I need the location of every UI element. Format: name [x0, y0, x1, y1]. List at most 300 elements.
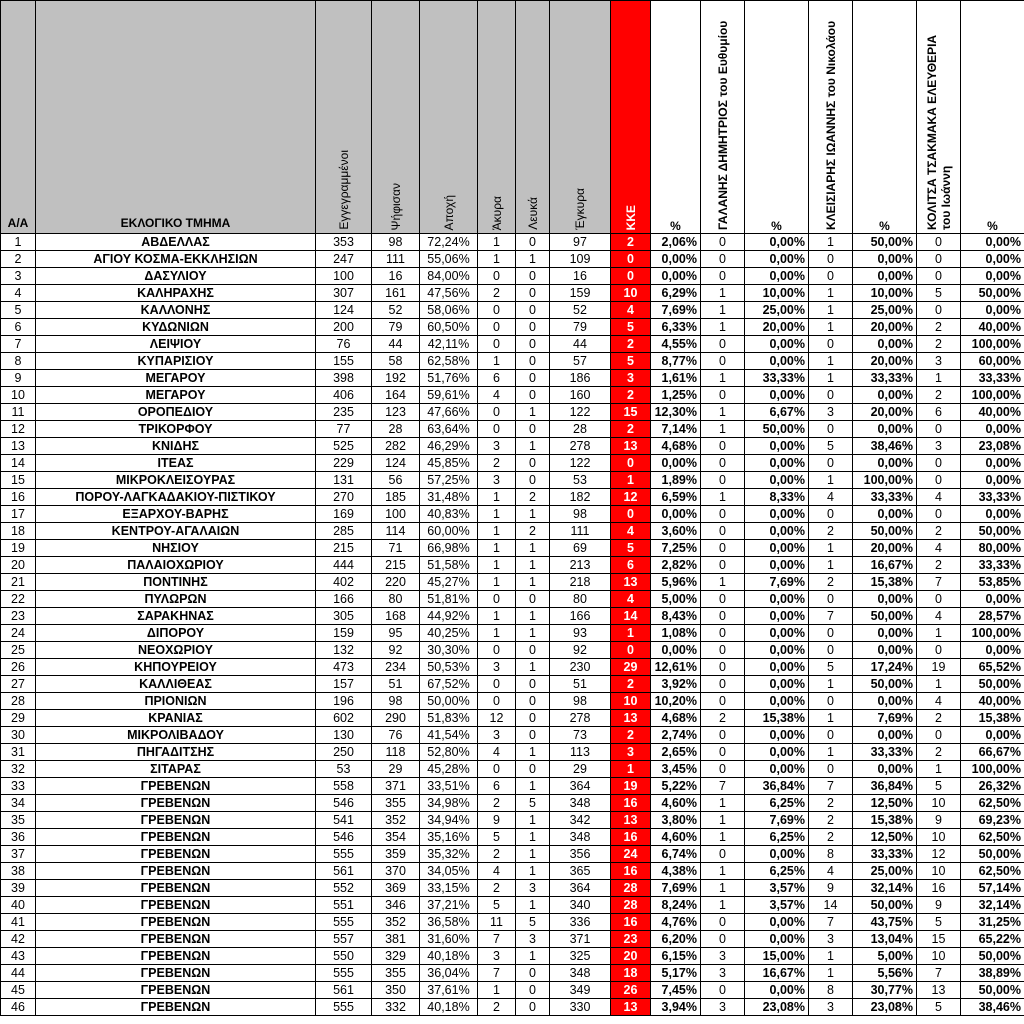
cell-blank[interactable]: 0: [516, 268, 550, 285]
cell-valid[interactable]: 122: [550, 455, 611, 472]
cell-tsakmaka[interactable]: 16: [917, 880, 961, 897]
cell-voted[interactable]: 98: [372, 693, 420, 710]
cell-registered[interactable]: 561: [316, 982, 372, 999]
cell-kke[interactable]: 16: [611, 829, 651, 846]
cell-aa[interactable]: 21: [1, 574, 36, 591]
cell-kke[interactable]: 4: [611, 302, 651, 319]
cell-invalid[interactable]: 2: [478, 846, 516, 863]
cell-kke-percent[interactable]: 6,15%: [651, 948, 701, 965]
cell-invalid[interactable]: 1: [478, 489, 516, 506]
cell-registered[interactable]: 124: [316, 302, 372, 319]
cell-abstention[interactable]: 72,24%: [420, 234, 478, 251]
cell-registered[interactable]: 166: [316, 591, 372, 608]
cell-aa[interactable]: 12: [1, 421, 36, 438]
cell-abstention[interactable]: 42,11%: [420, 336, 478, 353]
cell-invalid[interactable]: 0: [478, 336, 516, 353]
cell-abstention[interactable]: 36,04%: [420, 965, 478, 982]
cell-kleisiaris[interactable]: 0: [809, 693, 853, 710]
cell-galanis[interactable]: 0: [701, 727, 745, 744]
cell-registered[interactable]: 247: [316, 251, 372, 268]
cell-registered[interactable]: 77: [316, 421, 372, 438]
cell-aa[interactable]: 43: [1, 948, 36, 965]
cell-voted[interactable]: 114: [372, 523, 420, 540]
cell-valid[interactable]: 364: [550, 778, 611, 795]
cell-tsakmaka[interactable]: 0: [917, 727, 961, 744]
cell-abstention[interactable]: 34,94%: [420, 812, 478, 829]
cell-tsakmaka-percent[interactable]: 100,00%: [961, 387, 1024, 404]
cell-voted[interactable]: 352: [372, 914, 420, 931]
cell-tsakmaka-percent[interactable]: 31,25%: [961, 914, 1024, 931]
cell-voted[interactable]: 290: [372, 710, 420, 727]
cell-kke[interactable]: 16: [611, 863, 651, 880]
cell-invalid[interactable]: 2: [478, 285, 516, 302]
cell-kke[interactable]: 26: [611, 982, 651, 999]
cell-galanis[interactable]: 7: [701, 778, 745, 795]
cell-valid[interactable]: 113: [550, 744, 611, 761]
cell-invalid[interactable]: 0: [478, 693, 516, 710]
cell-kke[interactable]: 1: [611, 472, 651, 489]
cell-voted[interactable]: 51: [372, 676, 420, 693]
cell-invalid[interactable]: 4: [478, 744, 516, 761]
cell-invalid[interactable]: 11: [478, 914, 516, 931]
cell-galanis[interactable]: 0: [701, 591, 745, 608]
cell-tsakmaka-percent[interactable]: 62,50%: [961, 863, 1024, 880]
cell-galanis-percent[interactable]: 0,00%: [745, 625, 809, 642]
cell-galanis-percent[interactable]: 0,00%: [745, 523, 809, 540]
cell-galanis[interactable]: 1: [701, 574, 745, 591]
header-kke-percent[interactable]: %: [651, 1, 701, 234]
cell-tsakmaka[interactable]: 1: [917, 676, 961, 693]
cell-tsakmaka-percent[interactable]: 65,52%: [961, 659, 1024, 676]
cell-abstention[interactable]: 36,58%: [420, 914, 478, 931]
cell-galanis-percent[interactable]: 3,57%: [745, 897, 809, 914]
cell-kleisiaris[interactable]: 0: [809, 506, 853, 523]
cell-section-name[interactable]: ΕΞΑΡΧΟΥ-ΒΑΡΗΣ: [36, 506, 316, 523]
cell-invalid[interactable]: 0: [478, 421, 516, 438]
cell-kke[interactable]: 13: [611, 710, 651, 727]
cell-abstention[interactable]: 37,61%: [420, 982, 478, 999]
cell-valid[interactable]: 28: [550, 421, 611, 438]
cell-tsakmaka[interactable]: 0: [917, 455, 961, 472]
cell-kleisiaris-percent[interactable]: 0,00%: [853, 727, 917, 744]
cell-abstention[interactable]: 47,56%: [420, 285, 478, 302]
cell-tsakmaka[interactable]: 12: [917, 846, 961, 863]
cell-tsakmaka[interactable]: 4: [917, 608, 961, 625]
cell-tsakmaka[interactable]: 0: [917, 234, 961, 251]
cell-aa[interactable]: 46: [1, 999, 36, 1016]
cell-kleisiaris[interactable]: 1: [809, 302, 853, 319]
cell-kleisiaris-percent[interactable]: 10,00%: [853, 285, 917, 302]
cell-kke[interactable]: 6: [611, 557, 651, 574]
cell-aa[interactable]: 28: [1, 693, 36, 710]
cell-galanis[interactable]: 1: [701, 319, 745, 336]
cell-invalid[interactable]: 0: [478, 642, 516, 659]
cell-kke[interactable]: 2: [611, 336, 651, 353]
cell-kke[interactable]: 1: [611, 761, 651, 778]
cell-blank[interactable]: 1: [516, 863, 550, 880]
cell-invalid[interactable]: 3: [478, 948, 516, 965]
cell-kleisiaris[interactable]: 1: [809, 472, 853, 489]
cell-valid[interactable]: 53: [550, 472, 611, 489]
cell-tsakmaka-percent[interactable]: 0,00%: [961, 234, 1024, 251]
cell-kke-percent[interactable]: 0,00%: [651, 506, 701, 523]
cell-tsakmaka[interactable]: 13: [917, 982, 961, 999]
cell-kke-percent[interactable]: 10,20%: [651, 693, 701, 710]
cell-voted[interactable]: 161: [372, 285, 420, 302]
cell-blank[interactable]: 1: [516, 251, 550, 268]
cell-aa[interactable]: 25: [1, 642, 36, 659]
cell-tsakmaka-percent[interactable]: 0,00%: [961, 455, 1024, 472]
cell-abstention[interactable]: 35,32%: [420, 846, 478, 863]
cell-galanis-percent[interactable]: 0,00%: [745, 540, 809, 557]
cell-kleisiaris-percent[interactable]: 12,50%: [853, 795, 917, 812]
cell-tsakmaka[interactable]: 0: [917, 421, 961, 438]
cell-galanis-percent[interactable]: 15,00%: [745, 948, 809, 965]
cell-voted[interactable]: 123: [372, 404, 420, 421]
cell-registered[interactable]: 305: [316, 608, 372, 625]
cell-tsakmaka[interactable]: 3: [917, 438, 961, 455]
cell-aa[interactable]: 19: [1, 540, 36, 557]
cell-invalid[interactable]: 5: [478, 829, 516, 846]
cell-kke-percent[interactable]: 2,65%: [651, 744, 701, 761]
header-tsakmaka-percent[interactable]: %: [961, 1, 1024, 234]
cell-registered[interactable]: 100: [316, 268, 372, 285]
cell-abstention[interactable]: 33,51%: [420, 778, 478, 795]
cell-voted[interactable]: 79: [372, 319, 420, 336]
cell-tsakmaka[interactable]: 2: [917, 387, 961, 404]
cell-valid[interactable]: 365: [550, 863, 611, 880]
cell-voted[interactable]: 58: [372, 353, 420, 370]
cell-kleisiaris[interactable]: 1: [809, 285, 853, 302]
cell-blank[interactable]: 0: [516, 591, 550, 608]
cell-invalid[interactable]: 6: [478, 778, 516, 795]
cell-voted[interactable]: 164: [372, 387, 420, 404]
cell-kke-percent[interactable]: 6,33%: [651, 319, 701, 336]
cell-voted[interactable]: 29: [372, 761, 420, 778]
cell-tsakmaka[interactable]: 10: [917, 948, 961, 965]
cell-tsakmaka-percent[interactable]: 62,50%: [961, 795, 1024, 812]
cell-tsakmaka[interactable]: 4: [917, 693, 961, 710]
cell-kleisiaris[interactable]: 2: [809, 795, 853, 812]
cell-blank[interactable]: 0: [516, 370, 550, 387]
cell-kleisiaris[interactable]: 2: [809, 829, 853, 846]
cell-tsakmaka-percent[interactable]: 69,23%: [961, 812, 1024, 829]
cell-invalid[interactable]: 1: [478, 506, 516, 523]
cell-valid[interactable]: 80: [550, 591, 611, 608]
header-electoral-section[interactable]: ΕΚΛΟΓΙΚΟ ΤΜΗΜΑ: [36, 1, 316, 234]
cell-registered[interactable]: 235: [316, 404, 372, 421]
cell-valid[interactable]: 182: [550, 489, 611, 506]
cell-abstention[interactable]: 31,60%: [420, 931, 478, 948]
cell-kleisiaris-percent[interactable]: 50,00%: [853, 676, 917, 693]
cell-galanis[interactable]: 0: [701, 353, 745, 370]
cell-galanis-percent[interactable]: 0,00%: [745, 336, 809, 353]
cell-kleisiaris[interactable]: 1: [809, 710, 853, 727]
cell-tsakmaka-percent[interactable]: 80,00%: [961, 540, 1024, 557]
header-aa[interactable]: Α/Α: [1, 1, 36, 234]
cell-valid[interactable]: 166: [550, 608, 611, 625]
cell-invalid[interactable]: 9: [478, 812, 516, 829]
cell-registered[interactable]: 159: [316, 625, 372, 642]
cell-kleisiaris-percent[interactable]: 0,00%: [853, 268, 917, 285]
cell-kke[interactable]: 24: [611, 846, 651, 863]
cell-aa[interactable]: 31: [1, 744, 36, 761]
cell-invalid[interactable]: 7: [478, 931, 516, 948]
cell-galanis-percent[interactable]: 7,69%: [745, 812, 809, 829]
cell-valid[interactable]: 348: [550, 829, 611, 846]
cell-invalid[interactable]: 0: [478, 302, 516, 319]
cell-tsakmaka[interactable]: 4: [917, 540, 961, 557]
cell-blank[interactable]: 0: [516, 234, 550, 251]
cell-blank[interactable]: 1: [516, 574, 550, 591]
cell-blank[interactable]: 0: [516, 965, 550, 982]
cell-galanis[interactable]: 1: [701, 285, 745, 302]
cell-aa[interactable]: 45: [1, 982, 36, 999]
cell-kke-percent[interactable]: 3,60%: [651, 523, 701, 540]
cell-tsakmaka-percent[interactable]: 0,00%: [961, 268, 1024, 285]
cell-galanis[interactable]: 3: [701, 999, 745, 1016]
cell-galanis-percent[interactable]: 10,00%: [745, 285, 809, 302]
cell-invalid[interactable]: 4: [478, 387, 516, 404]
cell-kke[interactable]: 16: [611, 914, 651, 931]
cell-galanis-percent[interactable]: 0,00%: [745, 931, 809, 948]
cell-kleisiaris-percent[interactable]: 43,75%: [853, 914, 917, 931]
cell-galanis[interactable]: 0: [701, 761, 745, 778]
cell-voted[interactable]: 220: [372, 574, 420, 591]
cell-galanis[interactable]: 0: [701, 608, 745, 625]
cell-kke[interactable]: 23: [611, 931, 651, 948]
cell-kleisiaris[interactable]: 0: [809, 251, 853, 268]
cell-abstention[interactable]: 51,76%: [420, 370, 478, 387]
cell-valid[interactable]: 186: [550, 370, 611, 387]
cell-tsakmaka[interactable]: 0: [917, 472, 961, 489]
cell-galanis-percent[interactable]: 33,33%: [745, 370, 809, 387]
cell-invalid[interactable]: 12: [478, 710, 516, 727]
cell-blank[interactable]: 0: [516, 387, 550, 404]
cell-blank[interactable]: 0: [516, 336, 550, 353]
cell-aa[interactable]: 10: [1, 387, 36, 404]
header-tsakmaka[interactable]: [917, 1, 961, 234]
cell-voted[interactable]: 111: [372, 251, 420, 268]
cell-galanis-percent[interactable]: 0,00%: [745, 693, 809, 710]
header-kke[interactable]: [611, 1, 651, 234]
cell-tsakmaka[interactable]: 4: [917, 489, 961, 506]
cell-kke[interactable]: 0: [611, 268, 651, 285]
cell-section-name[interactable]: ΚΕΝΤΡΟΥ-ΑΓΑΛΑΙΩΝ: [36, 523, 316, 540]
cell-section-name[interactable]: ΝΗΣΙΟΥ: [36, 540, 316, 557]
cell-aa[interactable]: 27: [1, 676, 36, 693]
cell-galanis[interactable]: 1: [701, 829, 745, 846]
cell-kke[interactable]: 2: [611, 727, 651, 744]
cell-kleisiaris[interactable]: 2: [809, 523, 853, 540]
header-abstention[interactable]: [420, 1, 478, 234]
cell-kke[interactable]: 2: [611, 421, 651, 438]
cell-kleisiaris[interactable]: 2: [809, 812, 853, 829]
cell-invalid[interactable]: 2: [478, 455, 516, 472]
cell-galanis-percent[interactable]: 20,00%: [745, 319, 809, 336]
cell-galanis[interactable]: 0: [701, 557, 745, 574]
cell-galanis-percent[interactable]: 0,00%: [745, 472, 809, 489]
cell-abstention[interactable]: 50,53%: [420, 659, 478, 676]
cell-tsakmaka-percent[interactable]: 33,33%: [961, 370, 1024, 387]
cell-registered[interactable]: 444: [316, 557, 372, 574]
cell-blank[interactable]: 1: [516, 897, 550, 914]
cell-kke[interactable]: 10: [611, 693, 651, 710]
cell-kke-percent[interactable]: 12,30%: [651, 404, 701, 421]
cell-blank[interactable]: 0: [516, 999, 550, 1016]
cell-kleisiaris[interactable]: 3: [809, 404, 853, 421]
cell-abstention[interactable]: 47,66%: [420, 404, 478, 421]
cell-voted[interactable]: 370: [372, 863, 420, 880]
cell-blank[interactable]: 0: [516, 982, 550, 999]
cell-galanis-percent[interactable]: 0,00%: [745, 251, 809, 268]
cell-kke[interactable]: 28: [611, 880, 651, 897]
cell-kleisiaris-percent[interactable]: 20,00%: [853, 319, 917, 336]
cell-tsakmaka[interactable]: 1: [917, 761, 961, 778]
cell-tsakmaka-percent[interactable]: 62,50%: [961, 829, 1024, 846]
cell-kleisiaris[interactable]: 0: [809, 336, 853, 353]
cell-registered[interactable]: 196: [316, 693, 372, 710]
cell-tsakmaka-percent[interactable]: 0,00%: [961, 251, 1024, 268]
cell-blank[interactable]: 1: [516, 540, 550, 557]
cell-registered[interactable]: 406: [316, 387, 372, 404]
cell-registered[interactable]: 473: [316, 659, 372, 676]
cell-galanis-percent[interactable]: 0,00%: [745, 234, 809, 251]
cell-kke-percent[interactable]: 3,80%: [651, 812, 701, 829]
cell-kke-percent[interactable]: 6,59%: [651, 489, 701, 506]
cell-tsakmaka-percent[interactable]: 26,32%: [961, 778, 1024, 795]
cell-kleisiaris[interactable]: 0: [809, 761, 853, 778]
cell-blank[interactable]: 0: [516, 421, 550, 438]
cell-tsakmaka-percent[interactable]: 0,00%: [961, 506, 1024, 523]
cell-voted[interactable]: 52: [372, 302, 420, 319]
cell-tsakmaka[interactable]: 5: [917, 778, 961, 795]
cell-tsakmaka[interactable]: 0: [917, 302, 961, 319]
cell-kke-percent[interactable]: 1,25%: [651, 387, 701, 404]
cell-kleisiaris-percent[interactable]: 33,33%: [853, 744, 917, 761]
cell-galanis-percent[interactable]: 0,00%: [745, 676, 809, 693]
cell-invalid[interactable]: 0: [478, 676, 516, 693]
cell-kleisiaris[interactable]: 8: [809, 846, 853, 863]
cell-galanis[interactable]: 1: [701, 302, 745, 319]
cell-kleisiaris-percent[interactable]: 0,00%: [853, 591, 917, 608]
cell-galanis[interactable]: 0: [701, 336, 745, 353]
cell-kleisiaris-percent[interactable]: 30,77%: [853, 982, 917, 999]
cell-section-name[interactable]: ΠΟΡΟΥ-ΛΑΓΚΑΔΑΚΙΟΥ-ΠΙΣΤΙΚΟΥ: [36, 489, 316, 506]
cell-invalid[interactable]: 1: [478, 353, 516, 370]
cell-voted[interactable]: 44: [372, 336, 420, 353]
cell-registered[interactable]: 285: [316, 523, 372, 540]
cell-galanis-percent[interactable]: 0,00%: [745, 659, 809, 676]
cell-kke[interactable]: 15: [611, 404, 651, 421]
cell-kke[interactable]: 0: [611, 506, 651, 523]
cell-invalid[interactable]: 2: [478, 880, 516, 897]
cell-invalid[interactable]: 0: [478, 761, 516, 778]
cell-abstention[interactable]: 55,06%: [420, 251, 478, 268]
cell-kleisiaris-percent[interactable]: 13,04%: [853, 931, 917, 948]
cell-voted[interactable]: 98: [372, 234, 420, 251]
cell-kleisiaris-percent[interactable]: 50,00%: [853, 608, 917, 625]
header-kleisiaris[interactable]: [809, 1, 853, 234]
cell-voted[interactable]: 329: [372, 948, 420, 965]
cell-galanis-percent[interactable]: 36,84%: [745, 778, 809, 795]
cell-abstention[interactable]: 67,52%: [420, 676, 478, 693]
cell-galanis[interactable]: 1: [701, 404, 745, 421]
cell-aa[interactable]: 32: [1, 761, 36, 778]
header-blank[interactable]: [516, 1, 550, 234]
cell-section-name[interactable]: ΚΥΠΑΡΙΣΙΟΥ: [36, 353, 316, 370]
cell-blank[interactable]: 3: [516, 931, 550, 948]
cell-tsakmaka-percent[interactable]: 50,00%: [961, 948, 1024, 965]
cell-tsakmaka[interactable]: 0: [917, 251, 961, 268]
cell-galanis-percent[interactable]: 0,00%: [745, 982, 809, 999]
cell-blank[interactable]: 1: [516, 438, 550, 455]
cell-section-name[interactable]: ΚΥΔΩΝΙΩΝ: [36, 319, 316, 336]
cell-kke[interactable]: 13: [611, 999, 651, 1016]
cell-kke-percent[interactable]: 7,25%: [651, 540, 701, 557]
cell-tsakmaka-percent[interactable]: 50,00%: [961, 846, 1024, 863]
cell-galanis[interactable]: 0: [701, 268, 745, 285]
header-registered[interactable]: [316, 1, 372, 234]
cell-invalid[interactable]: 1: [478, 540, 516, 557]
cell-tsakmaka[interactable]: 2: [917, 710, 961, 727]
cell-kke[interactable]: 19: [611, 778, 651, 795]
cell-aa[interactable]: 1: [1, 234, 36, 251]
cell-kke[interactable]: 2: [611, 676, 651, 693]
cell-valid[interactable]: 371: [550, 931, 611, 948]
cell-kleisiaris[interactable]: 0: [809, 727, 853, 744]
cell-galanis-percent[interactable]: 6,25%: [745, 863, 809, 880]
cell-galanis-percent[interactable]: 0,00%: [745, 557, 809, 574]
cell-kke[interactable]: 5: [611, 540, 651, 557]
cell-kke[interactable]: 4: [611, 591, 651, 608]
cell-kleisiaris[interactable]: 0: [809, 268, 853, 285]
cell-galanis[interactable]: 0: [701, 744, 745, 761]
cell-kleisiaris[interactable]: 0: [809, 642, 853, 659]
cell-abstention[interactable]: 51,58%: [420, 557, 478, 574]
cell-kke-percent[interactable]: 7,45%: [651, 982, 701, 999]
cell-galanis-percent[interactable]: 0,00%: [745, 642, 809, 659]
cell-blank[interactable]: 1: [516, 608, 550, 625]
cell-voted[interactable]: 56: [372, 472, 420, 489]
cell-blank[interactable]: 0: [516, 353, 550, 370]
cell-blank[interactable]: 0: [516, 710, 550, 727]
cell-section-name[interactable]: ΚΝΙΔΗΣ: [36, 438, 316, 455]
cell-voted[interactable]: 28: [372, 421, 420, 438]
cell-kleisiaris-percent[interactable]: 16,67%: [853, 557, 917, 574]
cell-invalid[interactable]: 0: [478, 268, 516, 285]
cell-kke-percent[interactable]: 4,60%: [651, 795, 701, 812]
cell-registered[interactable]: 76: [316, 336, 372, 353]
cell-tsakmaka-percent[interactable]: 33,33%: [961, 557, 1024, 574]
cell-valid[interactable]: 349: [550, 982, 611, 999]
cell-tsakmaka-percent[interactable]: 38,46%: [961, 999, 1024, 1016]
cell-tsakmaka[interactable]: 2: [917, 336, 961, 353]
cell-tsakmaka[interactable]: 15: [917, 931, 961, 948]
cell-kke-percent[interactable]: 0,00%: [651, 268, 701, 285]
cell-kke-percent[interactable]: 4,68%: [651, 710, 701, 727]
cell-valid[interactable]: 348: [550, 965, 611, 982]
cell-aa[interactable]: 30: [1, 727, 36, 744]
cell-tsakmaka-percent[interactable]: 53,85%: [961, 574, 1024, 591]
cell-kke[interactable]: 13: [611, 812, 651, 829]
header-valid[interactable]: [550, 1, 611, 234]
cell-abstention[interactable]: 40,83%: [420, 506, 478, 523]
cell-invalid[interactable]: 2: [478, 999, 516, 1016]
cell-kke-percent[interactable]: 4,60%: [651, 829, 701, 846]
cell-galanis-percent[interactable]: 0,00%: [745, 387, 809, 404]
cell-kleisiaris-percent[interactable]: 33,33%: [853, 846, 917, 863]
